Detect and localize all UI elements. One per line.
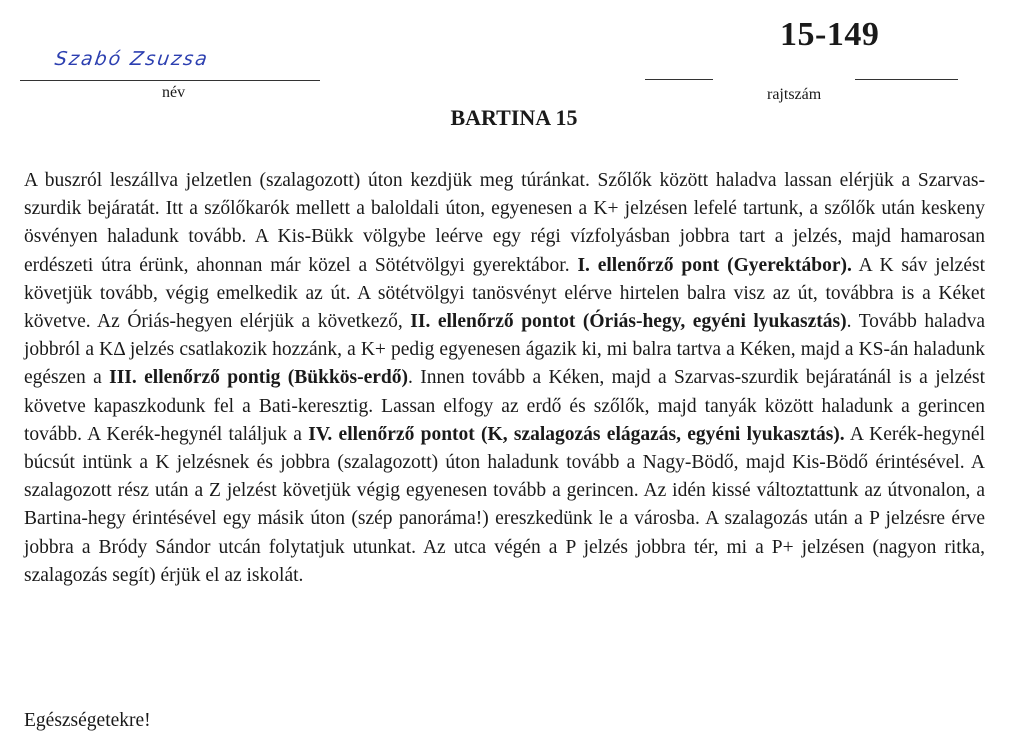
race-number-line-right — [855, 79, 958, 80]
title-text: BARTINA 15 — [450, 105, 578, 130]
closing-greeting: Egészségetekre! — [24, 710, 151, 731]
route-description — [24, 167, 985, 590]
race-number-label: rajtszám — [767, 86, 822, 103]
document-title — [0, 105, 1024, 131]
name-line — [20, 80, 320, 81]
text-segment: A K sáv jelzést követjük tovább, végig emelkedik az út. A sötétvölgyi tanösvényt elérve hirtelen balra visz az út, továbbra is a Kéket követve. Az Óriás-hegyen elérjük a következő, — [24, 254, 985, 333]
race-number-line-left — [645, 79, 713, 80]
race-number: 15-149 — [780, 16, 880, 53]
text-segment: . Tovább haladva jobbról a KΔ jelzés csatlakozik hozzánk, a K+ pedig egyenesen ágazik ki, mi balra tartva a Kéken, majd a KS-án haladunk egészen a — [24, 311, 985, 389]
text-segment: . Innen tovább a Kéken, majd a Szarvas-szurdik bejáratánál is a jelzést követve kapaszkodunk fel a Bati-keresztig. Lassan elfogy az erdő és szőlők, majd tanyák között haladunk a gerincen tovább. A Kerék-hegynél találjuk a — [24, 367, 986, 445]
checkpoint-1: I. ellenőrző pont (Gyerektábor). — [577, 254, 852, 276]
handwritten-signature: Szabó Zsuzsa — [53, 48, 211, 70]
name-label: név — [162, 84, 186, 101]
text-segment: A Kerék-hegynél búcsút intünk a K jelzésnek és jobbra (szalagozott) úton haladunk tovább a Nagy-Bödő, majd Kis-Bödő érintésével. A szalagozott rész után a Z jelzést követjük végig egyenesen tovább a gerincen. Az idén kissé változtattunk az útvonalon, a Bartina-hegy érintésével egy másik úton (szép panoráma!) ereszkedünk le a városba. A szalagozás után a P jelzésre érve jobbra a Bródy Sándor utcán folytatjuk utunkat. Az utca végén a P jelzés jobbra tér, mi a P+ jelzésen (nagyon ritka, szalagozás segít) érjük el az iskolát. — [24, 423, 985, 586]
checkpoint-2: II. ellenőrző pontot (Óriás-hegy, egyéni lyukasztás) — [410, 311, 847, 333]
checkpoint-4: IV. ellenőrző pontot (K, szalagozás elágazás, egyéni lyukasztás). — [308, 423, 845, 445]
checkpoint-3: III. ellenőrző pontig (Bükkös-erdő) — [109, 367, 409, 389]
text-segment: A buszról leszállva jelzetlen (szalagozott) úton kezdjük meg túránkat. Szőlők között haladva lassan elérjük a Szarvas-szurdik bejáratát. Itt a szőlőkarók mellett a baloldali úton, egyenesen a K+ jelzésen lefelé tartunk, a szőlők után keskeny ösvényen haladunk tovább. A Kis-Bükk völgybe leérve egy régi vízfolyásban jobbra tart a jelzés, majd hamarosan erdészeti útra érünk, ahonnan már közel a Sötétvölgyi gyerektábor. — [24, 170, 985, 276]
